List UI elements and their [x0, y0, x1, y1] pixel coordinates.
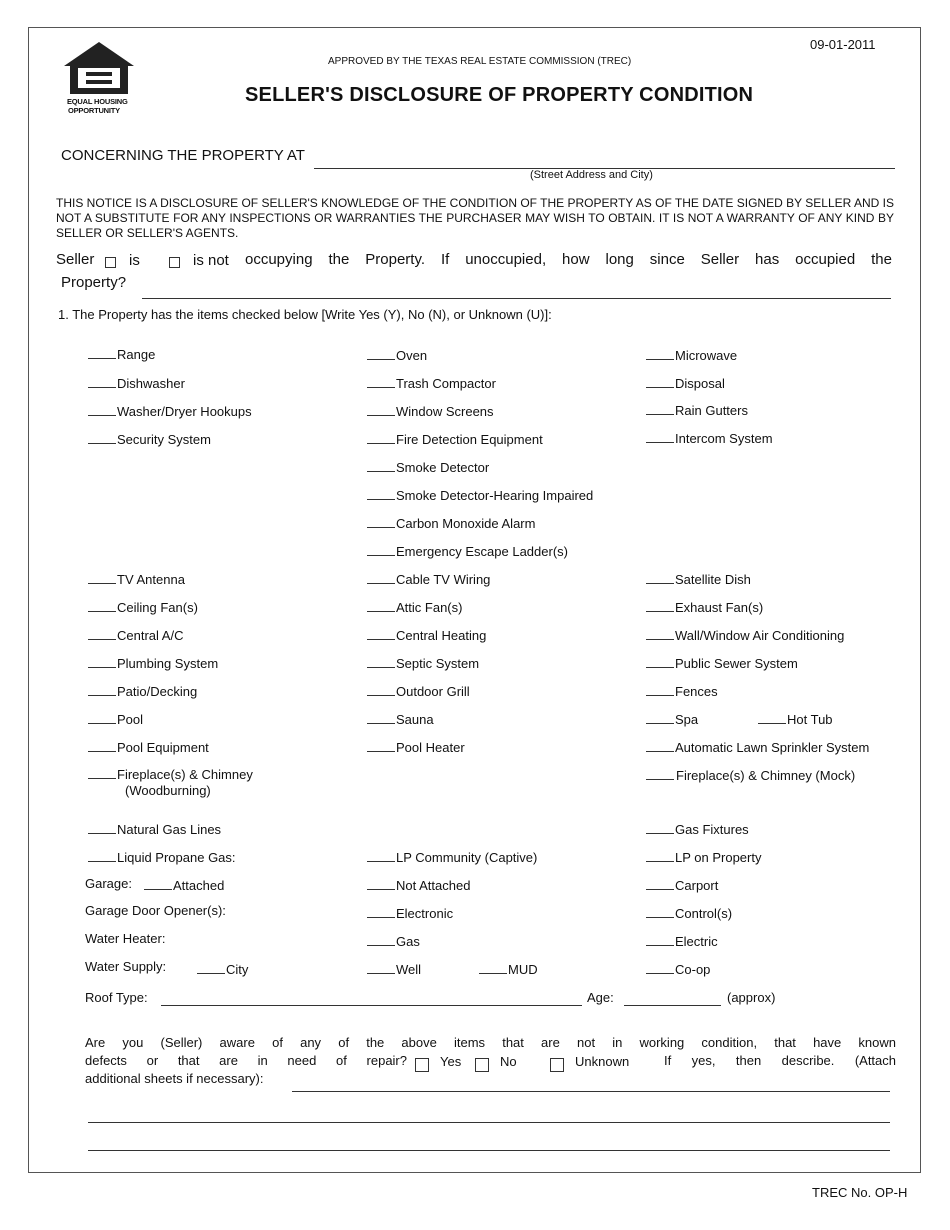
item-garage-attached[interactable]: Attached: [144, 877, 224, 893]
item-dishwasher[interactable]: Dishwasher: [88, 375, 185, 391]
item-attic-fans[interactable]: Attic Fan(s): [367, 599, 462, 615]
item-public-sewer[interactable]: Public Sewer System: [646, 655, 798, 671]
roof-type-label: Roof Type:: [85, 990, 148, 1005]
aware-yes-label: Yes: [440, 1054, 462, 1069]
item-disposal[interactable]: Disposal: [646, 375, 725, 391]
item-pool-equipment[interactable]: Pool Equipment: [88, 739, 209, 755]
item-septic[interactable]: Septic System: [367, 655, 479, 671]
aware-question-line1: Are you (Seller) aware of any of the above items that are not in working condition, that have known: [85, 1035, 896, 1050]
item-security-system[interactable]: Security System: [88, 431, 211, 447]
roof-approx-label: (approx): [727, 990, 776, 1005]
item-fireplace-mock[interactable]: Fireplace(s) & Chimney (Mock): [646, 767, 855, 783]
describe-line-1[interactable]: [292, 1091, 890, 1092]
section-1-heading: 1. The Property has the items checked below [Write Yes (Y), No (N), or Unknown (U)]:: [58, 307, 552, 322]
aware-unknown-label: Unknown: [575, 1054, 630, 1069]
item-hot-tub[interactable]: Hot Tub: [758, 711, 833, 727]
seller-label: Seller: [56, 251, 95, 268]
describe-line-2[interactable]: [88, 1122, 890, 1123]
item-plumbing[interactable]: Plumbing System: [88, 655, 218, 671]
is-not-label: is not: [193, 252, 229, 269]
water-supply-label: Water Supply:: [85, 959, 167, 974]
roof-type-line[interactable]: [161, 1005, 582, 1006]
item-trash-compactor[interactable]: Trash Compactor: [367, 375, 496, 391]
item-cable-tv[interactable]: Cable TV Wiring: [367, 571, 490, 587]
is-occupying-checkbox[interactable]: [105, 257, 116, 268]
item-washer-dryer[interactable]: Washer/Dryer Hookups: [88, 403, 252, 419]
occupancy-text: occupying the Property. If unoccupied, how long since Seller has occupied the: [245, 251, 892, 268]
item-smoke-detector-hi[interactable]: Smoke Detector-Hearing Impaired: [367, 487, 593, 503]
item-lp-community[interactable]: LP Community (Captive): [367, 849, 537, 865]
item-pool[interactable]: Pool: [88, 711, 143, 727]
aware-unknown-checkbox[interactable]: [550, 1058, 564, 1072]
item-wall-ac[interactable]: Wall/Window Air Conditioning: [646, 627, 844, 643]
item-microwave[interactable]: Microwave: [646, 347, 737, 363]
item-fire-detection[interactable]: Fire Detection Equipment: [367, 431, 543, 447]
is-not-occupying-checkbox[interactable]: [169, 257, 180, 268]
item-garage-not-attached[interactable]: Not Attached: [367, 877, 470, 893]
item-heater-gas[interactable]: Gas: [367, 933, 420, 949]
house-icon: [62, 40, 136, 96]
item-co-alarm[interactable]: Carbon Monoxide Alarm: [367, 515, 535, 531]
aware-question-line2: defects or that are in need of repair?: [85, 1053, 407, 1068]
address-caption: (Street Address and City): [530, 169, 653, 181]
opener-label: Garage Door Opener(s):: [85, 903, 226, 918]
unoccupied-duration-line[interactable]: [142, 298, 891, 299]
item-fences[interactable]: Fences: [646, 683, 718, 699]
item-escape-ladder[interactable]: Emergency Escape Ladder(s): [367, 543, 568, 559]
is-label: is: [129, 252, 140, 269]
item-satellite-dish[interactable]: Satellite Dish: [646, 571, 751, 587]
aware-yes-checkbox[interactable]: [415, 1058, 429, 1072]
equal-housing-logo: [62, 40, 136, 116]
item-range[interactable]: Range: [88, 346, 155, 362]
item-patio[interactable]: Patio/Decking: [88, 683, 197, 699]
form-number: TREC No. OP-H: [812, 1185, 908, 1200]
item-rain-gutters[interactable]: Rain Gutters: [646, 402, 748, 418]
item-ceiling-fans[interactable]: Ceiling Fan(s): [88, 599, 198, 615]
item-supply-coop[interactable]: Co-op: [646, 961, 710, 977]
water-heater-label: Water Heater:: [85, 931, 166, 946]
item-intercom[interactable]: Intercom System: [646, 430, 773, 446]
aware-question-line3: additional sheets if necessary):: [85, 1071, 264, 1086]
item-fireplace-wood[interactable]: Fireplace(s) & Chimney: [88, 766, 253, 782]
item-lawn-sprinkler[interactable]: Automatic Lawn Sprinkler System: [646, 739, 869, 755]
item-spa[interactable]: Spa: [646, 711, 698, 727]
logo-text-1: EQUAL HOUSING: [67, 97, 128, 106]
item-pool-heater[interactable]: Pool Heater: [367, 739, 465, 755]
page-title: SELLER'S DISCLOSURE OF PROPERTY CONDITION: [245, 84, 754, 106]
item-supply-mud[interactable]: MUD: [479, 961, 538, 977]
item-smoke-detector[interactable]: Smoke Detector: [367, 459, 489, 475]
item-natural-gas[interactable]: Natural Gas Lines: [88, 821, 221, 837]
item-exhaust-fans[interactable]: Exhaust Fan(s): [646, 599, 763, 615]
property-question: Property?: [61, 274, 127, 291]
item-outdoor-grill[interactable]: Outdoor Grill: [367, 683, 470, 699]
item-supply-city[interactable]: City: [197, 961, 248, 977]
property-address-input[interactable]: [314, 148, 895, 169]
roof-age-line[interactable]: [624, 1005, 721, 1006]
aware-no-label: No: [500, 1054, 517, 1069]
concerning-label: CONCERNING THE PROPERTY AT: [61, 147, 305, 164]
item-oven[interactable]: Oven: [367, 347, 427, 363]
item-opener-controls[interactable]: Control(s): [646, 905, 732, 921]
item-lp-on-property[interactable]: LP on Property: [646, 849, 761, 865]
approved-text: APPROVED BY THE TEXAS REAL ESTATE COMMISSION (TREC): [328, 56, 632, 67]
item-opener-electronic[interactable]: Electronic: [367, 905, 453, 921]
item-central-heating[interactable]: Central Heating: [367, 627, 486, 643]
item-central-ac[interactable]: Central A/C: [88, 627, 183, 643]
describe-line-3[interactable]: [88, 1150, 890, 1151]
item-supply-well[interactable]: Well: [367, 961, 421, 977]
item-gas-fixtures[interactable]: Gas Fixtures: [646, 821, 749, 837]
item-liquid-propane[interactable]: Liquid Propane Gas:: [88, 849, 236, 865]
roof-age-label: Age:: [587, 990, 614, 1005]
logo-text-2: OPPORTUNITY: [68, 106, 120, 115]
garage-label: Garage:: [85, 876, 132, 891]
item-heater-electric[interactable]: Electric: [646, 933, 718, 949]
item-tv-antenna[interactable]: TV Antenna: [88, 571, 185, 587]
notice-text: THIS NOTICE IS A DISCLOSURE OF SELLER'S KNOWLEDGE OF THE CONDITION OF THE PROPERTY AS OF THE DATE SIGNED BY SELLER AND IS NOT A SUBSTITUTE FOR ANY INSPECTIONS OR WARRANTIES THE PURCHASER MAY WISH TO OBTAIN. IT IS NOT A WARRANTY OF ANY KIND BY SELLER OR SELLER'S AGENTS.: [56, 196, 894, 240]
item-window-screens[interactable]: Window Screens: [367, 403, 494, 419]
form-date: 09-01-2011: [810, 37, 876, 52]
item-sauna[interactable]: Sauna: [367, 711, 434, 727]
aware-no-checkbox[interactable]: [475, 1058, 489, 1072]
aware-describe-text: If yes, then describe. (Attach: [664, 1053, 896, 1068]
item-carport[interactable]: Carport: [646, 877, 718, 893]
item-woodburning-label: (Woodburning): [125, 783, 211, 798]
